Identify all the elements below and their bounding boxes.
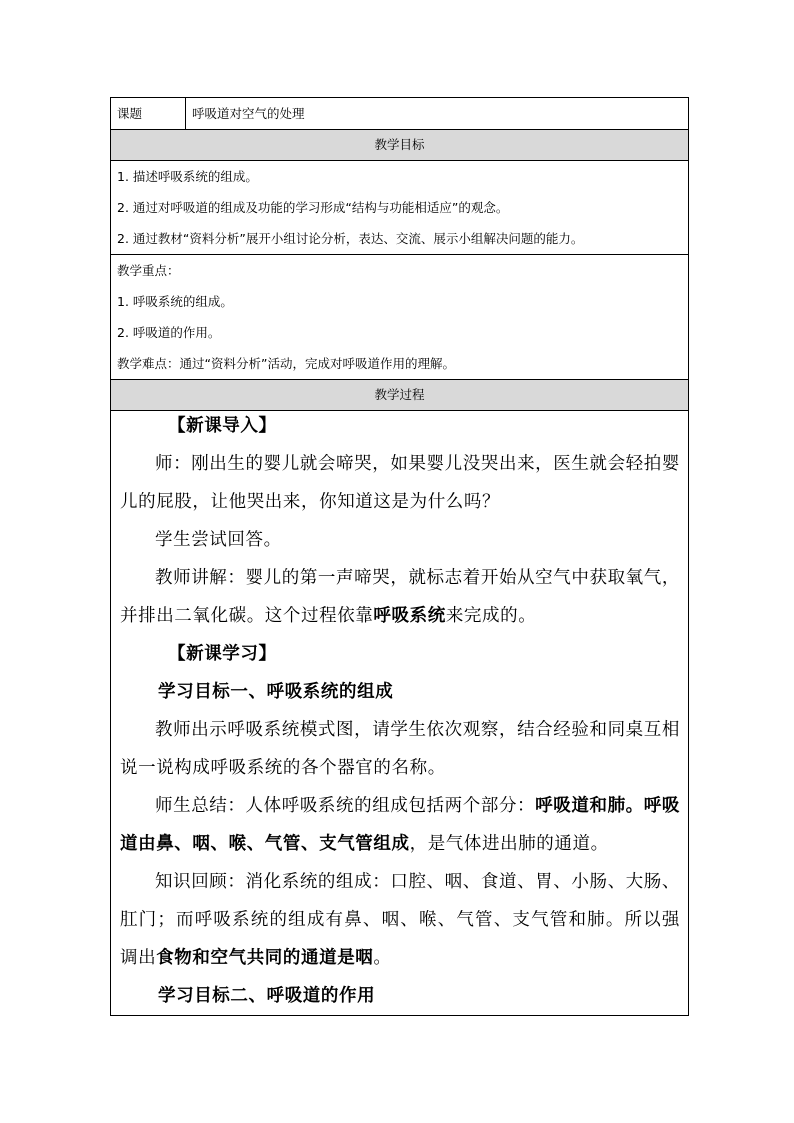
objectives-header: 教学目标	[111, 130, 689, 161]
study-heading: 【新课学习】	[168, 644, 277, 664]
summary-suffix: ，是气体进出肺的通道。	[409, 834, 609, 854]
key-points-cell	[111, 255, 689, 380]
explain-paragraph	[120, 559, 680, 635]
process-cell	[111, 411, 689, 1016]
objectives-header-row	[111, 130, 689, 161]
objective-item: 2. 通过教材“资料分析”展开小组讨论分析，表达、交流、展示小组解决问题的能力。	[117, 231, 584, 246]
summary-text: 师生总结：人体呼吸系统的组成包括两个部分：	[155, 796, 536, 816]
explain-bold: 呼吸系统	[373, 606, 446, 626]
goal1-paragraph: 教师出示呼吸系统模式图，请学生依次观察，结合经验和同桌互相说一说构成呼吸系统的各个器官的名称。	[120, 720, 680, 778]
process-header-row	[111, 380, 689, 411]
review-bold: 食物和空气共同的通道是咽	[156, 948, 374, 968]
goal2-heading: 学习目标二、呼吸道的作用	[158, 986, 376, 1006]
key-points-label: 教学重点：	[117, 263, 180, 278]
objective-item: 1. 描述呼吸系统的组成。	[117, 169, 258, 184]
objective-item: 2. 通过对呼吸道的组成及功能的学习形成“结构与功能相适应”的观念。	[117, 200, 509, 215]
process-row	[111, 411, 689, 1016]
goal1-heading: 学习目标一、呼吸系统的组成	[158, 682, 394, 702]
key-points-row	[111, 255, 689, 380]
summary-bold2: 呼吸道由鼻、咽、喉、气管、支气管组成	[120, 796, 680, 854]
review-suffix: 。	[373, 948, 392, 968]
key-point-item: 2. 呼吸道的作用。	[117, 325, 221, 340]
review-paragraph	[120, 863, 680, 977]
explain-suffix: 来完成的。	[445, 606, 537, 626]
summary-paragraph	[120, 787, 680, 863]
intro-student-paragraph: 学生尝试回答。	[155, 530, 282, 550]
difficulty-text: 教学难点：通过“资料分析”活动，完成对呼吸道作用的理解。	[117, 356, 455, 371]
title-value: 呼吸道对空气的处理	[186, 98, 689, 130]
explain-text: 教师讲解：婴儿的第一声啼哭，就标志着开始从空气中获取氧气，并排出二氧化碳。这个过程依靠	[120, 568, 680, 626]
objectives-row	[111, 161, 689, 255]
title-row	[111, 98, 689, 130]
lesson-plan-table	[110, 97, 689, 1016]
objectives-cell	[111, 161, 689, 255]
key-point-item: 1. 呼吸系统的组成。	[117, 294, 233, 309]
title-label: 课题	[111, 98, 186, 130]
intro-heading: 【新课导入】	[168, 416, 277, 436]
intro-teacher-paragraph: 师：刚出生的婴儿就会啼哭，如果婴儿没哭出来，医生就会轻拍婴儿的屁股，让他哭出来，你知道这是为什么吗？	[120, 454, 680, 512]
review-text: 知识回顾：消化系统的组成：口腔、咽、食道、胃、小肠、大肠、肛门；而呼吸系统的组成有鼻、咽、喉、气管、支气管和肺。所以强调出	[120, 872, 680, 968]
summary-bold1: 呼吸道和肺。	[535, 796, 644, 816]
process-header: 教学过程	[111, 380, 689, 411]
